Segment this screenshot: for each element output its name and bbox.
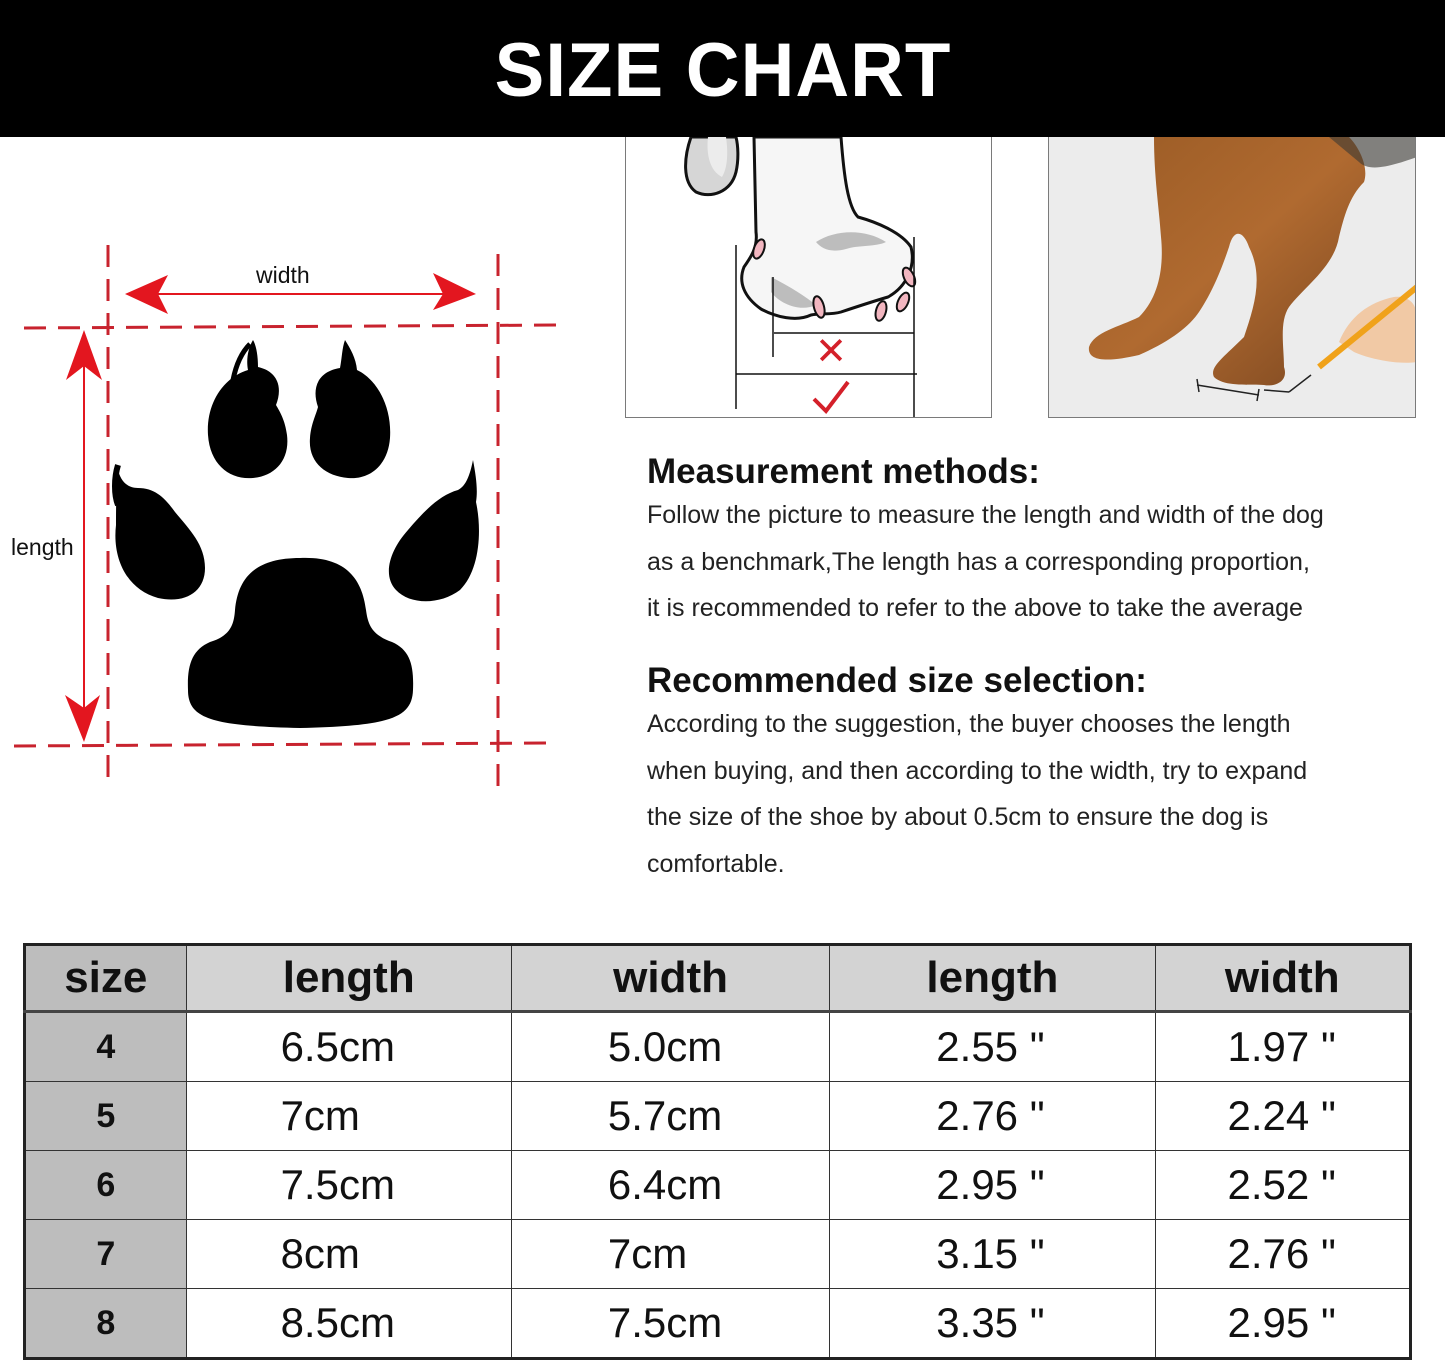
text-line: as a benchmark,The length has a corresponding proportion, [647,547,1310,576]
measurement-methods-text [647,492,1427,632]
recommended-size-heading: Recommended size selection: [647,661,1147,700]
width-cm-cell: 5.0cm [511,1012,829,1082]
width-in-cell: 1.97 " [1155,1012,1410,1082]
table-row [25,1082,1411,1151]
size-cell: 8 [25,1289,187,1359]
text-line: when buying, and then according to the width, try to expand [647,756,1308,785]
recommended-size-section [647,661,1427,887]
width-in-cell: 2.24 " [1155,1082,1410,1151]
page-title: SIZE CHART [494,28,951,113]
table-header-row [25,945,1411,1012]
length-label: length [11,534,74,560]
width-cm-cell: 7cm [511,1220,829,1289]
measurement-methods-section [647,452,1427,632]
text-line: comfortable. [647,849,785,878]
length-cm-cell: 7cm [186,1082,511,1151]
size-cell: 5 [25,1082,187,1151]
dog-leg-photo [1048,137,1416,418]
length-cm-cell: 6.5cm [186,1012,511,1082]
text-line: the size of the shoe by about 0.5cm to ensure the dog is [647,803,1269,831]
width-in-cell: 2.76 " [1155,1220,1410,1289]
text-line: According to the suggestion, the buyer chooses the length [647,710,1291,738]
length-cm-cell: 8.5cm [186,1289,511,1359]
wrong-mark-icon: ✕ [815,329,847,373]
length-in-cell: 3.15 " [830,1220,1155,1289]
width-cm-cell: 6.4cm [511,1151,829,1220]
table-row [25,1151,1411,1220]
header-width-cm: width [511,945,829,1012]
table-row [25,1220,1411,1289]
size-cell: 4 [25,1012,187,1082]
length-in-cell: 2.95 " [830,1151,1155,1220]
check-mark-icon [814,382,848,411]
length-in-cell: 2.55 " [830,1012,1155,1082]
width-label: width [256,262,310,288]
header-width-in: width [1155,945,1410,1012]
length-cm-cell: 8cm [186,1220,511,1289]
width-cm-cell: 7.5cm [511,1289,829,1359]
table-row [25,1289,1411,1359]
width-cm-cell: 5.7cm [511,1082,829,1151]
header-length-in: length [830,945,1155,1012]
recommended-size-text [647,701,1427,887]
size-chart-table [23,943,1412,1360]
text-line: it is recommended to refer to the above to take the average [647,594,1303,622]
paw-print-icon [0,240,570,800]
length-cm-cell: 7.5cm [186,1151,511,1220]
text-line: Follow the picture to measure the length and width of the dog [647,501,1324,529]
paw-measurement-diagram [0,240,570,800]
table-row [25,1012,1411,1082]
title-banner [0,0,1445,137]
size-cell: 6 [25,1151,187,1220]
header-length-cm: length [186,945,511,1012]
cartoon-paw-illustration [625,137,992,418]
measurement-methods-heading: Measurement methods: [647,452,1040,491]
width-in-cell: 2.52 " [1155,1151,1410,1220]
length-in-cell: 3.35 " [830,1289,1155,1359]
length-in-cell: 2.76 " [830,1082,1155,1151]
header-size: size [25,945,187,1012]
width-in-cell: 2.95 " [1155,1289,1410,1359]
size-cell: 7 [25,1220,187,1289]
